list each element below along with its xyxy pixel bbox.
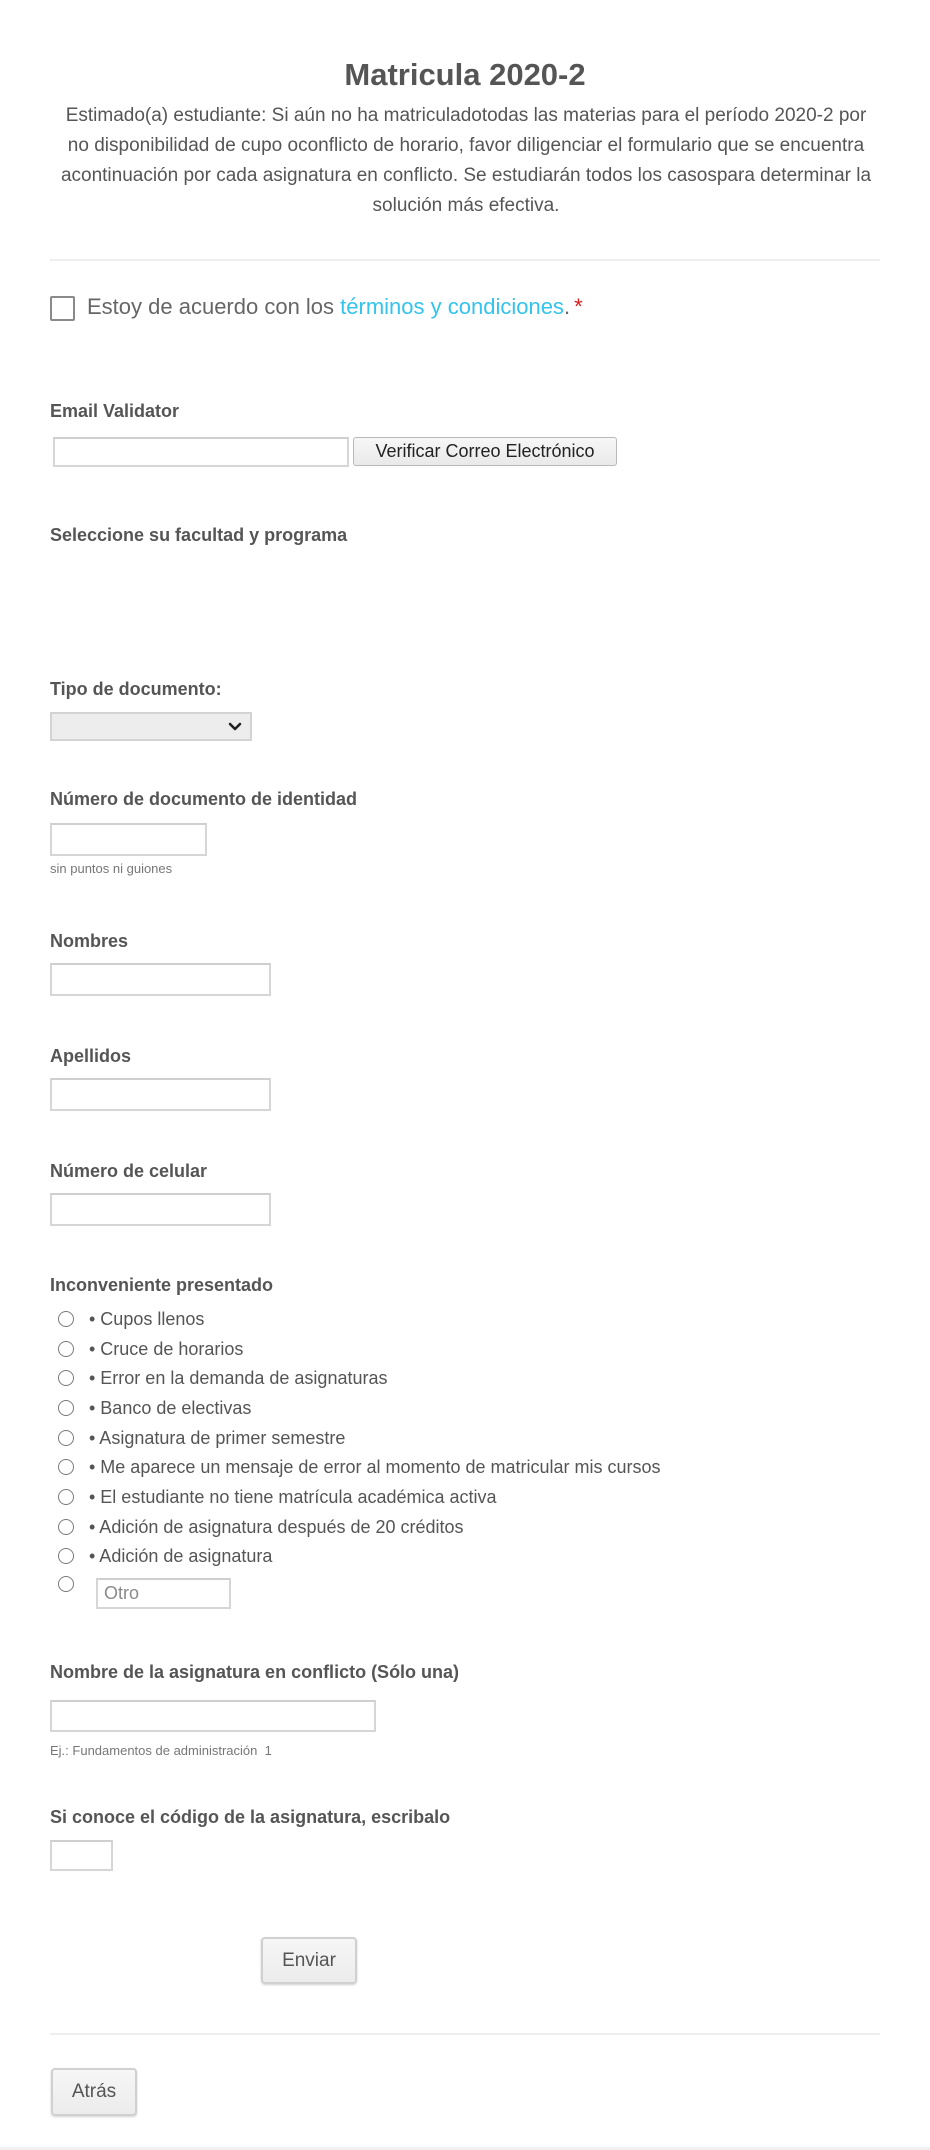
subject-code-input[interactable] — [50, 1840, 113, 1871]
back-button[interactable]: Atrás — [51, 2068, 137, 2116]
header-divider — [50, 259, 880, 261]
radio-button[interactable] — [58, 1370, 74, 1386]
radio-button[interactable] — [58, 1548, 74, 1564]
issue-option[interactable] — [58, 1337, 243, 1361]
issue-option-label: • Adición de asignatura después de 20 créditos — [89, 1517, 464, 1537]
radio-button[interactable] — [58, 1341, 74, 1357]
footer-divider — [50, 2033, 880, 2035]
radio-button[interactable] — [58, 1459, 74, 1475]
issue-option-label: • El estudiante no tiene matrícula académica activa — [89, 1487, 497, 1507]
radio-button[interactable] — [58, 1489, 74, 1505]
radio-button[interactable] — [58, 1400, 74, 1416]
subject-name-input[interactable] — [50, 1700, 376, 1732]
terms-link[interactable]: términos y condiciones — [340, 294, 564, 319]
issue-option[interactable] — [58, 1396, 251, 1420]
terms-suffix: . — [563, 294, 571, 319]
issue-label: Inconveniente presentado — [50, 1275, 274, 1295]
issue-option[interactable] — [58, 1426, 345, 1450]
chevron-down-icon — [227, 718, 243, 734]
subject-name-label: Nombre de la asignatura en conflicto (Sólo una) — [50, 1662, 460, 1682]
first-names-input[interactable] — [50, 963, 271, 996]
faculty-label: Seleccione su facultad y programa — [50, 525, 348, 545]
issue-option[interactable] — [58, 1544, 272, 1568]
submit-button[interactable]: Enviar — [261, 1937, 357, 1984]
page-title: Matricula 2020-2 — [344, 57, 586, 92]
issue-option-label: • Cruce de horarios — [89, 1339, 244, 1359]
issue-option-label: • Error en la demanda de asignaturas — [89, 1368, 388, 1388]
terms-prefix: Estoy de acuerdo con los — [87, 294, 341, 319]
email-validator-label: Email Validator — [50, 401, 180, 421]
issue-option-label: • Asignatura de primer semestre — [89, 1428, 346, 1448]
verify-email-button[interactable]: Verificar Correo Electrónico — [353, 437, 617, 466]
terms-checkbox[interactable] — [50, 296, 75, 321]
radio-button[interactable] — [58, 1519, 74, 1535]
terms-label — [87, 292, 583, 322]
email-input[interactable] — [53, 437, 349, 467]
document-type-select[interactable] — [50, 712, 252, 741]
radio-button[interactable] — [58, 1576, 74, 1592]
radio-button[interactable] — [58, 1430, 74, 1446]
issue-option-label: • Adición de asignatura — [89, 1546, 273, 1566]
document-number-input[interactable] — [50, 823, 207, 856]
last-names-label: Apellidos — [50, 1046, 132, 1066]
issue-option-label: • Cupos llenos — [89, 1309, 205, 1329]
issue-option[interactable] — [58, 1455, 661, 1479]
issue-option-label: • Banco de electivas — [89, 1398, 252, 1418]
issue-option-other[interactable] — [58, 1572, 74, 1596]
document-number-hint: sin puntos ni guiones — [50, 861, 173, 876]
radio-button[interactable] — [58, 1311, 74, 1327]
issue-option[interactable] — [58, 1515, 464, 1539]
last-names-input[interactable] — [50, 1078, 271, 1111]
subject-name-hint: Ej.: Fundamentos de administración 1 — [50, 1743, 272, 1758]
issue-option[interactable] — [58, 1366, 387, 1390]
subject-code-label: Si conoce el código de la asignatura, escribalo — [50, 1807, 451, 1827]
cell-number-input[interactable] — [50, 1193, 271, 1226]
other-issue-input[interactable] — [96, 1578, 231, 1609]
intro-text: Estimado(a) estudiante: Si aún no ha matriculadotodas las materias para el período 2020-2 por no disponibilidad de cupo oconflicto de horario, favor diligenciar el formulario que se encuentra acontinuación por cada asignatura en conflicto. Se estudiarán todos los casospara determinar la solución más efectiva. — [60, 105, 872, 216]
issue-option[interactable] — [58, 1485, 497, 1509]
issue-option-label: • Me aparece un mensaje de error al momento de matricular mis cursos — [89, 1457, 661, 1477]
document-number-label: Número de documento de identidad — [50, 789, 358, 809]
document-type-label: Tipo de documento: — [50, 679, 222, 699]
required-mark: * — [574, 294, 583, 319]
cell-number-label: Número de celular — [50, 1161, 208, 1181]
issue-option[interactable] — [58, 1307, 204, 1331]
first-names-label: Nombres — [50, 931, 129, 951]
